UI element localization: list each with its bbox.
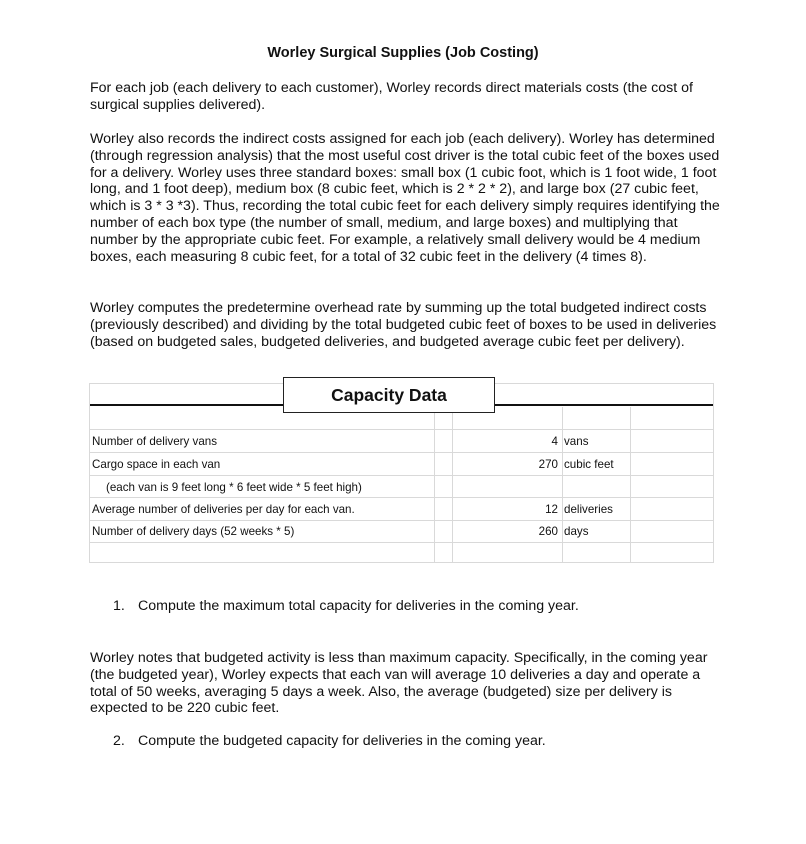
row-label-delivery-days: Number of delivery days (52 weeks * 5) (92, 525, 295, 538)
row-unit-delivery-days: days (564, 525, 589, 538)
row-label-vans: Number of delivery vans (92, 435, 218, 448)
row-label-cargo: Cargo space in each van (92, 458, 221, 471)
intro-paragraph: For each job (each delivery to each customer), Worley records direct materials costs (the cost of surgical supplies delivered). (90, 80, 693, 113)
budgeted-activity-paragraph: Worley notes that budgeted activity is less than maximum capacity. Specifically, in the coming year (the budgeted year), Worley expects that each van will average 10 deliveries a day and operate a total of 50 weeks, averaging 5 days a week. Also, the average (budgeted) size per delivery is expected to be 220 cubic feet. (90, 650, 708, 717)
row-value-deliveries: 12 (545, 503, 558, 516)
capacity-data-heading: Capacity Data (283, 377, 495, 413)
row-value-delivery-days: 260 (538, 525, 558, 538)
row-label-van-dimensions: (each van is 9 feet long * 6 feet wide * 5 feet high) (106, 481, 362, 494)
row-value-vans: 4 (551, 435, 558, 448)
question-2-number: 2. (113, 733, 125, 749)
question-1 (113, 598, 579, 614)
question-1-text: Compute the maximum total capacity for deliveries in the coming year. (138, 598, 579, 614)
question-2 (113, 733, 546, 749)
overhead-rate-paragraph: Worley computes the predetermine overhead rate by summing up the total budgeted indirect costs (previously described) and dividing by the total budgeted cubic feet of boxes to be used in deliveries (based on budgeted sales, budgeted deliveries, and budgeted average cubic feet per delivery). (90, 300, 717, 350)
indirect-costs-paragraph: Worley also records the indirect costs assigned for each job (each delivery). Worley has determined (through regression analysis) that the most useful cost driver is the total cubic feet of the boxes used for a delivery. Worley uses three standard boxes: small box (1 cubic foot, which is 1 foot wide, 1 foot long, and 1 foot deep), medium box (8 cubic feet, which is 2 * 2 * 2), and large box (27 cubic feet, which is 3 * 3 *3). Thus, recording the total cubic feet for each delivery simply requires identifying the number of each box type (the number of small, medium, and large boxes) and multiplying that number by the appropriate cubic feet. For example, a relatively small delivery would be 4 medium boxes, each measuring 8 cubic feet, for a total of 32 cubic feet in the delivery (4 times 8). (90, 131, 720, 265)
row-unit-vans: vans (564, 435, 589, 448)
question-1-number: 1. (113, 598, 125, 614)
row-value-cargo: 270 (538, 458, 558, 471)
row-unit-deliveries: deliveries (564, 503, 613, 516)
question-2-text: Compute the budgeted capacity for deliveries in the coming year. (138, 733, 546, 749)
row-unit-cargo: cubic feet (564, 458, 614, 471)
row-label-deliveries: Average number of deliveries per day for each van. (92, 503, 355, 516)
capacity-data-table (89, 383, 714, 563)
document-title: Worley Surgical Supplies (Job Costing) (267, 45, 539, 61)
